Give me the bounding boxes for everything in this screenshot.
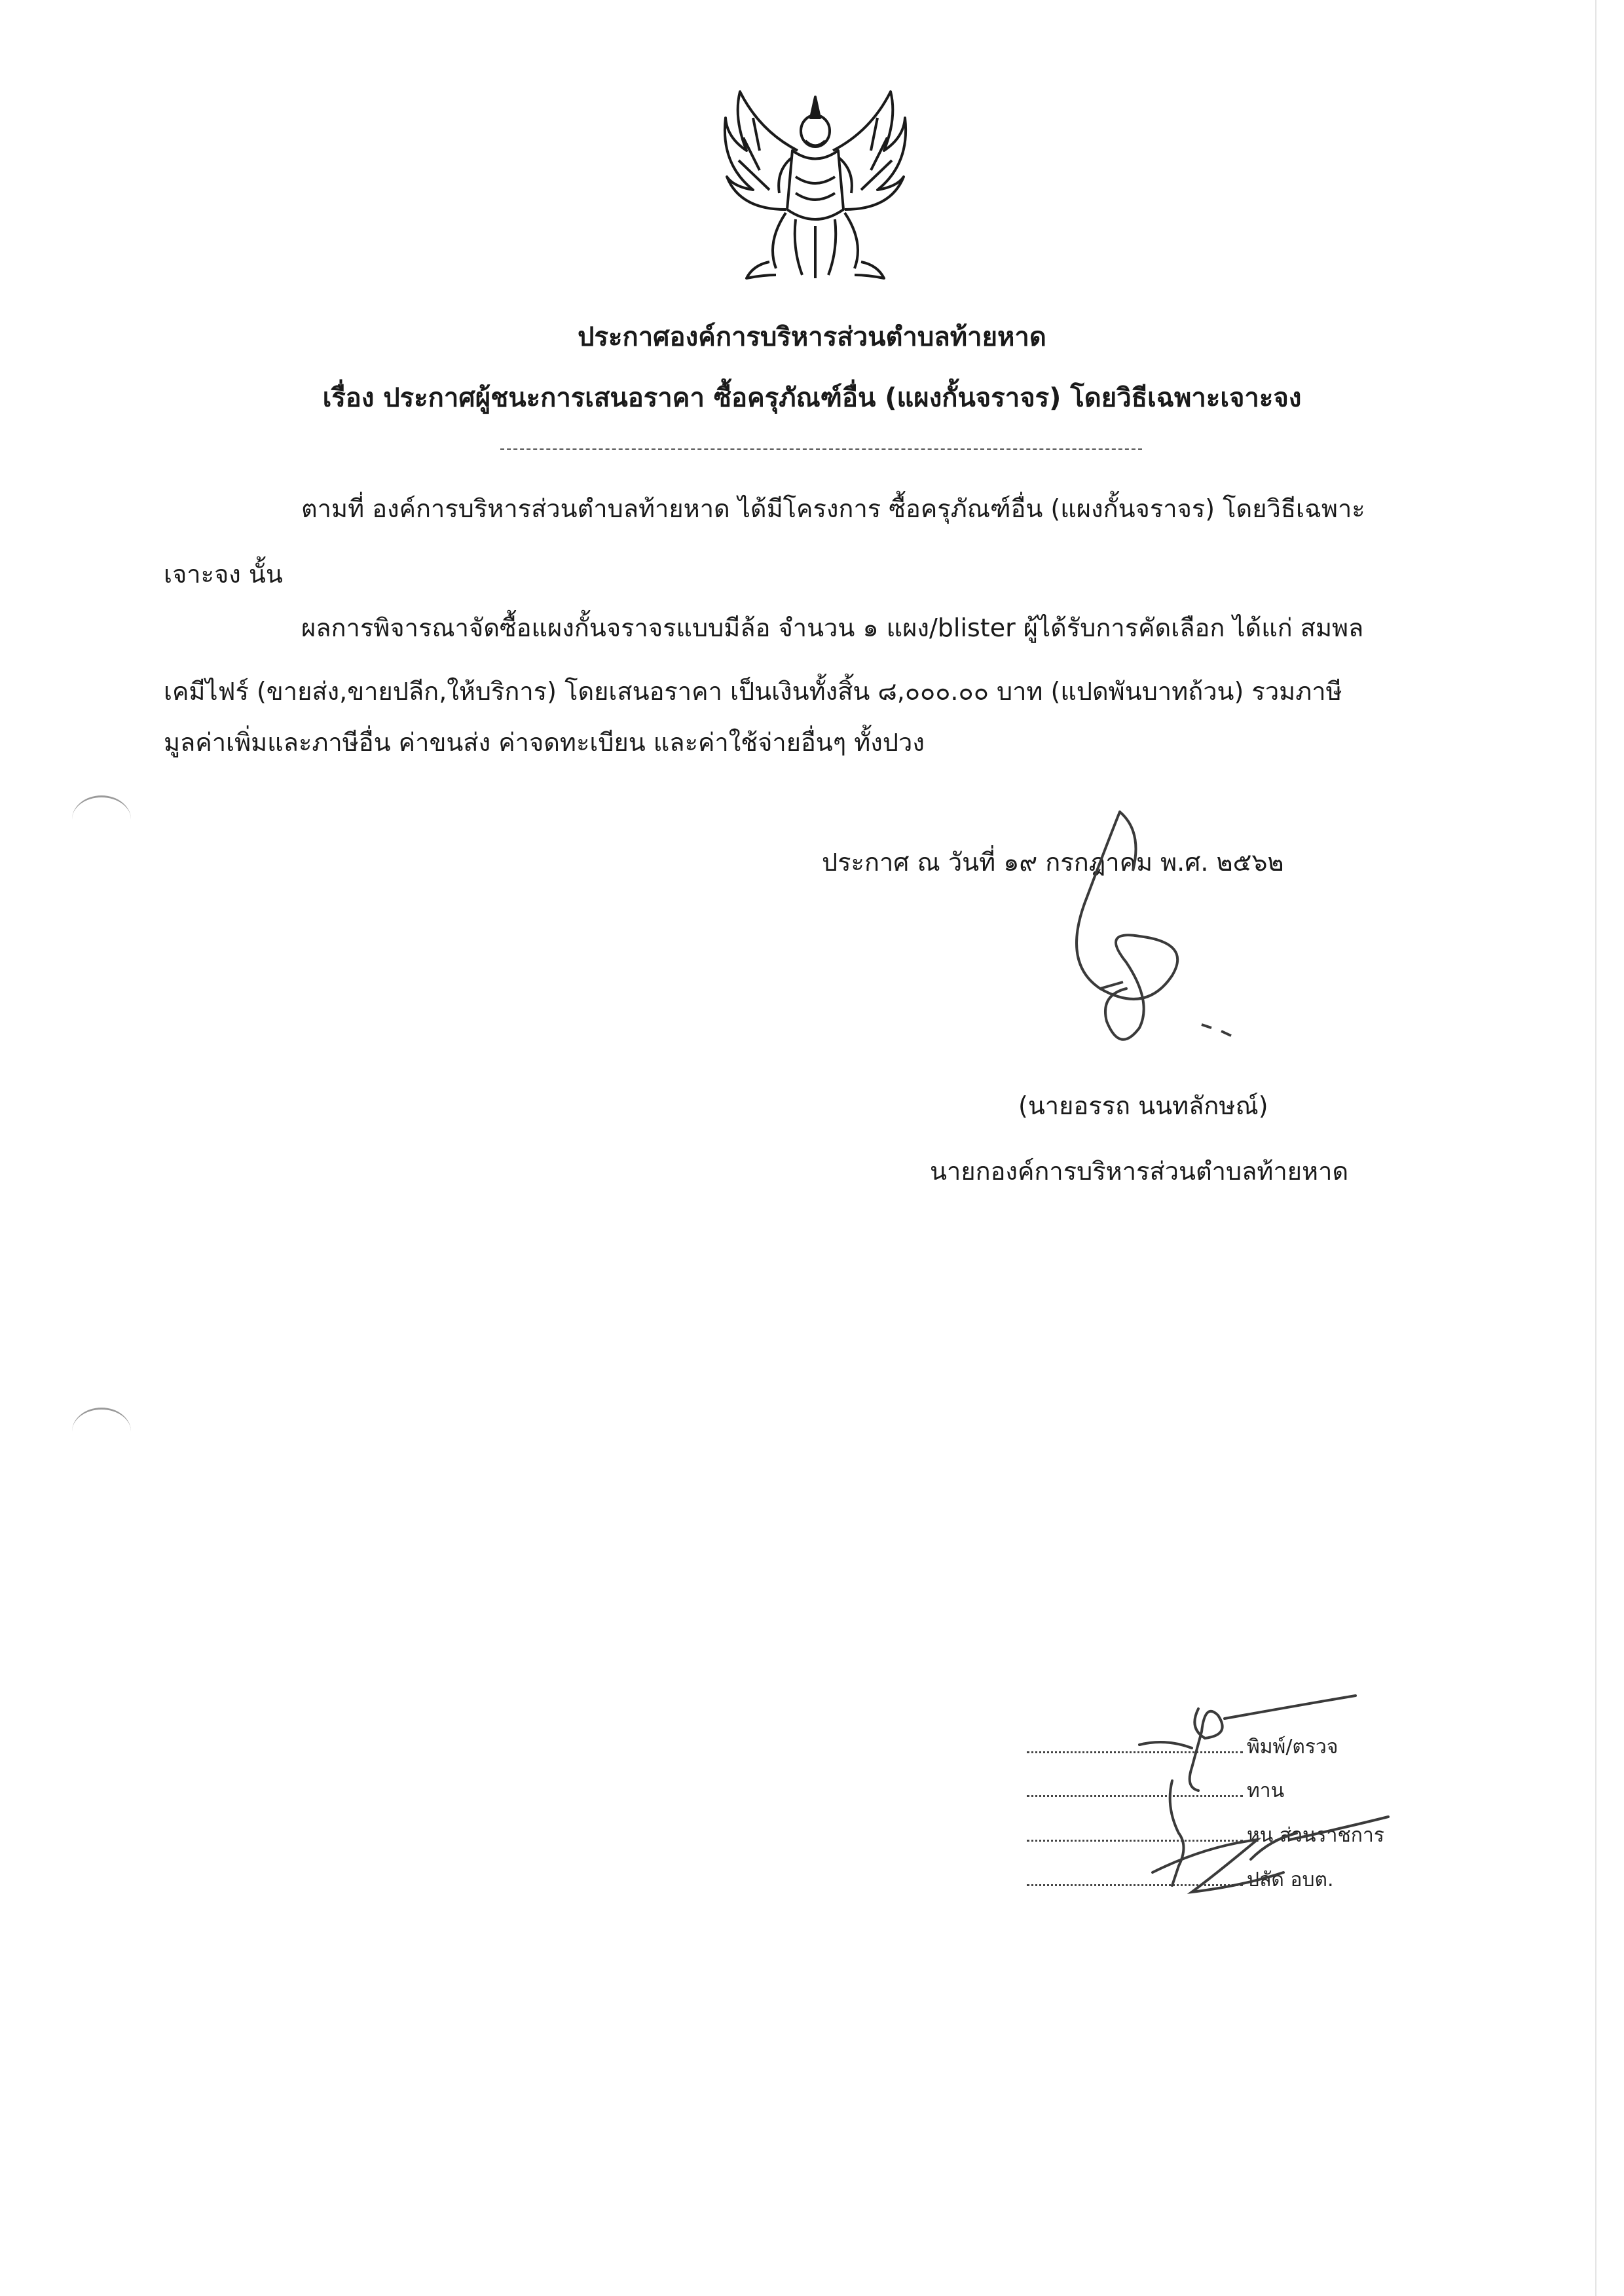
punch-hole-lower bbox=[72, 1408, 131, 1455]
approval-label: ปลัด อบต. bbox=[1247, 1868, 1334, 1891]
document-title: ประกาศองค์การบริหารส่วนตำบลท้ายหาด bbox=[578, 322, 1046, 352]
announcement-date: ประกาศ ณ วันที่ ๑๙ กรกฎาคม พ.ศ. ๒๕๖๒ bbox=[822, 848, 1284, 877]
body-paragraph-1-line-2: เจาะจง นั้น bbox=[164, 560, 283, 589]
body-paragraph-2-line-1: ผลการพิจารณาจัดซื้อแผงกั้นจราจรแบบมีล้อ จำนวน ๑ แผง/blister ผู้ได้รับการคัดเลือก ได้แก่ สมพล bbox=[301, 613, 1364, 642]
approval-initials-mark bbox=[1074, 1676, 1441, 1925]
body-paragraph-1-line-1: ตามที่ องค์การบริหารส่วนตำบลท้ายหาด ได้มีโครงการ ซื้อครุภัณฑ์อื่น (แผงกั้นจราจร) โดยวิธีเฉพาะ bbox=[301, 494, 1365, 523]
approval-label: ทาน bbox=[1247, 1779, 1285, 1802]
signatory-name: (นายอรรถ นนทลักษณ์) bbox=[1018, 1091, 1268, 1120]
punch-hole-upper bbox=[72, 795, 131, 843]
garuda-emblem-icon bbox=[714, 79, 917, 288]
signatory-position: นายกองค์การบริหารส่วนตำบลท้ายหาด bbox=[930, 1157, 1349, 1186]
approval-label: หน.ส่วนราชการ bbox=[1247, 1824, 1384, 1847]
approval-label: พิมพ์/ตรวจ bbox=[1247, 1736, 1338, 1758]
body-paragraph-2-line-2: เคมีไฟร์ (ขายส่ง,ขายปลีก,ให้บริการ) โดยเสนอราคา เป็นเงินทั้งสิ้น ๘,๐๐๐.๐๐ บาท (แปดพันบาทถ้วน) รวมภาษี bbox=[164, 677, 1342, 706]
document-subject: เรื่อง ประกาศผู้ชนะการเสนอราคา ซื้อครุภัณฑ์อื่น (แผงกั้นจราจร) โดยวิธีเฉพาะเจาะจง bbox=[322, 383, 1302, 413]
signature-mark bbox=[1022, 792, 1270, 1067]
title-divider bbox=[500, 448, 1142, 450]
body-paragraph-2-line-3: มูลค่าเพิ่มและภาษีอื่น ค่าขนส่ง ค่าจดทะเบียน และค่าใช้จ่ายอื่นๆ ทั้งปวง bbox=[164, 728, 925, 757]
